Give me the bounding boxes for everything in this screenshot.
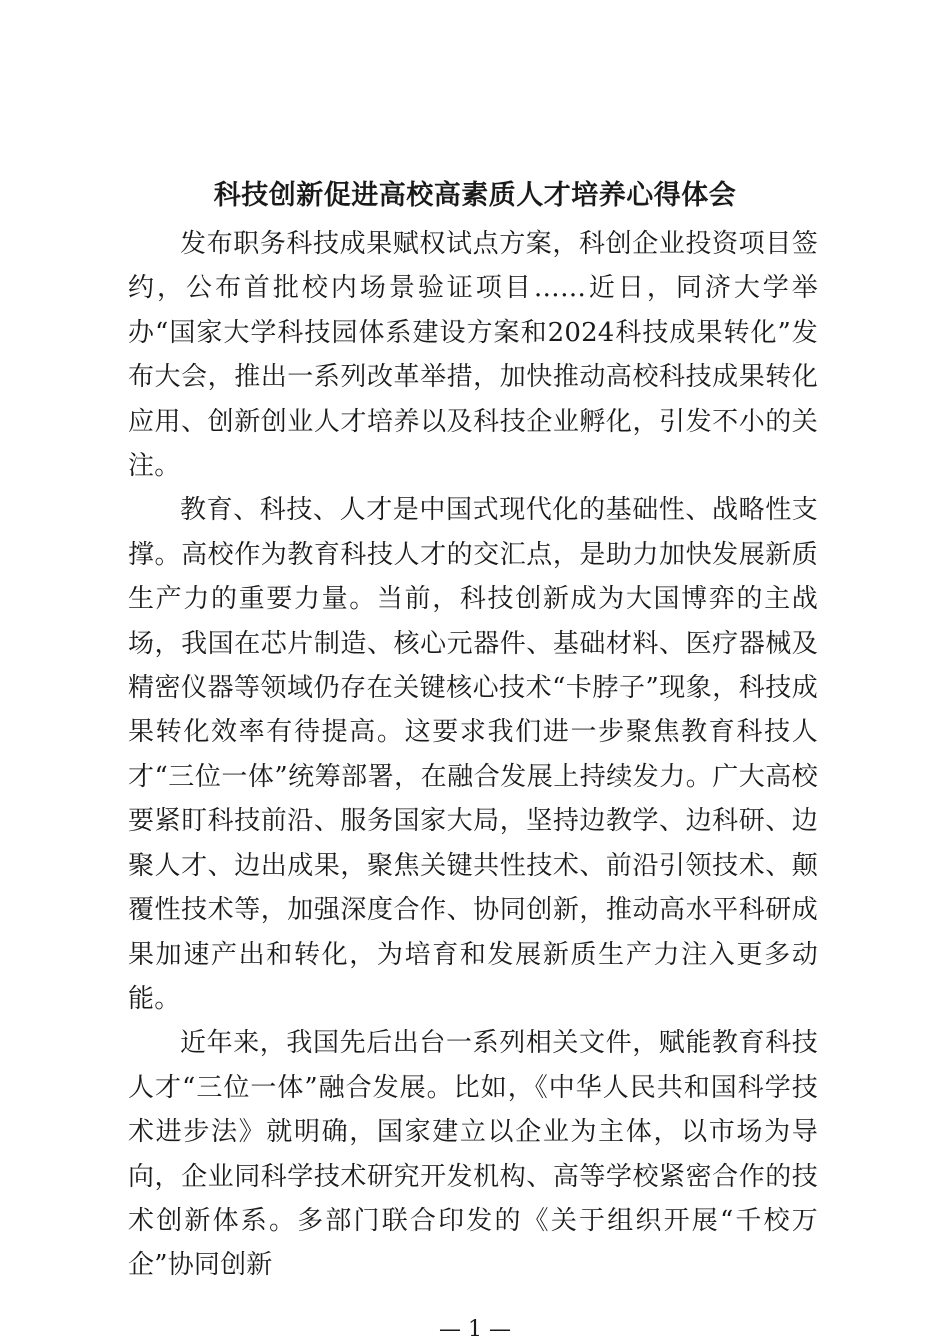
document-title: 科技创新促进高校高素质人才培养心得体会	[213, 180, 737, 211]
paragraph-3: 近年来，我国先后出台一系列相关文件，赋能教育科技人才“三位一体”融合发展。比如，《中华人民共和国科学技术进步法》就明确，国家建立以企业为主体，以市场为导向，企业同科学技术研究开发机构、高等学校紧密合作的技术创新体系。多部门联合印发的《关于组织开展“千校万企”协同创新	[128, 1028, 818, 1281]
page-number: — 1 —	[439, 1317, 511, 1342]
paragraph-2: 教育、科技、人才是中国式现代化的基础性、战略性支撑。高校作为教育科技人才的交汇点，是助力加快发展新质生产力的重要力量。当前，科技创新成为大国博弈的主战场，我国在芯片制造、核心元器件、基础材料、医疗器械及精密仪器等领域仍存在关键核心技术“卡脖子”现象，科技成果转化效率有待提高。这要求我们进一步聚焦教育科技人才“三位一体”统筹部署，在融合发展上持续发力。广大高校要紧盯科技前沿、服务国家大局，坚持边教学、边科研、边聚人才、边出成果，聚焦关键共性技术、前沿引领技术、颠覆性技术等，加强深度合作、协同创新，推动高水平科研成果加速产出和转化，为培育和发展新质生产力注入更多动能。	[128, 495, 818, 1014]
paragraph-1: 发布职务科技成果赋权试点方案，科创企业投资项目签约，公布首批校内场景验证项目……近日，同济大学举办“国家大学科技园体系建设方案和2024科技成果转化”发布大会，推出一系列改革举措，加快推动高校科技成果转化应用、创新创业人才培养以及科技企业孵化，引发不小的关注。	[128, 229, 818, 482]
document-body	[128, 222, 818, 1288]
